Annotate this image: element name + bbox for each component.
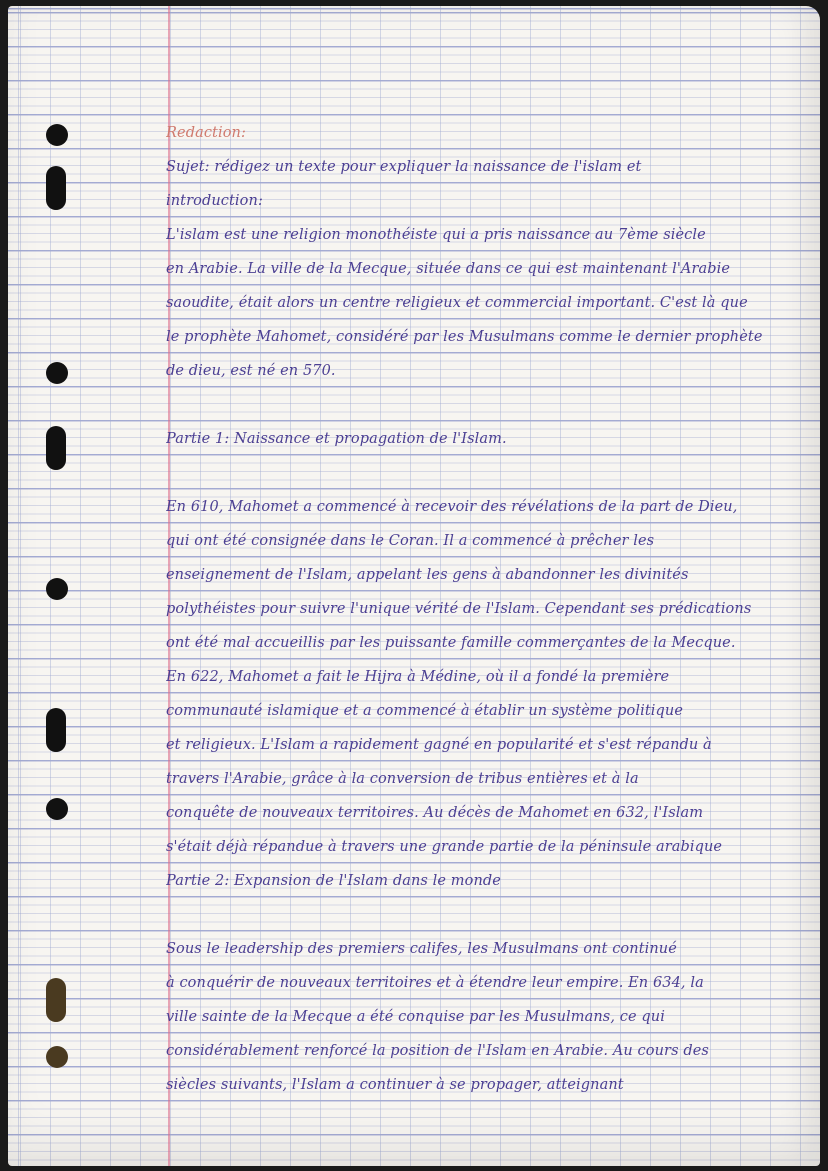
notebook-page xyxy=(8,6,820,1166)
part1-heading: Partie 1: Naissance et propagation de l'Islam. xyxy=(166,431,507,447)
handwritten-text xyxy=(166,116,816,1102)
binder-hole xyxy=(46,708,66,752)
part1-line: qui ont été consignée dans le Coran. Il a commencé à prêcher les xyxy=(166,533,655,549)
part2-line: considérablement renforcé la position de l'Islam en Arabie. Au cours des xyxy=(166,1043,709,1059)
blank-line xyxy=(166,456,816,490)
binder-hole xyxy=(46,798,68,820)
page-title: Redaction: xyxy=(166,125,246,141)
intro-line: le prophète Mahomet, considéré par les Musulmans comme le dernier prophète xyxy=(166,329,763,345)
binder-hole xyxy=(46,166,66,210)
part1-line: En 622, Mahomet a fait le Hijra à Médine, où il a fondé la première xyxy=(166,669,670,685)
part1-line: En 610, Mahomet a commencé à recevoir des révélations de la part de Dieu, xyxy=(166,499,738,515)
part2-line: siècles suivants, l'Islam a continuer à se propager, atteignant xyxy=(166,1077,624,1093)
part1-line: enseignement de l'Islam, appelant les gens à abandonner les divinités xyxy=(166,567,689,583)
binder-hole xyxy=(46,978,66,1022)
binder-hole xyxy=(46,1046,68,1068)
intro-line: L'islam est une religion monothéiste qui a pris naissance au 7ème siècle xyxy=(166,227,706,243)
intro-line: saoudite, était alors un centre religieux et commercial important. C'est là que xyxy=(166,295,748,311)
part1-line: s'était déjà répandue à travers une grande partie de la péninsule arabique xyxy=(166,839,723,855)
intro-line: de dieu, est né en 570. xyxy=(166,363,336,379)
intro-heading: introduction: xyxy=(166,193,263,209)
part1-line: polythéistes pour suivre l'unique vérité de l'Islam. Cependant ses prédications xyxy=(166,601,752,617)
part2-heading: Partie 2: Expansion de l'Islam dans le monde xyxy=(166,873,501,889)
binder-hole xyxy=(46,426,66,470)
part1-line: ont été mal accueillis par les puissante famille commerçantes de la Mecque. xyxy=(166,635,736,651)
part2-line: ville sainte de la Mecque a été conquise par les Musulmans, ce qui xyxy=(166,1009,665,1025)
part2-line: à conquérir de nouveaux territoires et à étendre leur empire. En 634, la xyxy=(166,975,704,991)
binder-hole xyxy=(46,578,68,600)
blank-line xyxy=(166,898,816,932)
part1-line: travers l'Arabie, grâce à la conversion de tribus entières et à la xyxy=(166,771,639,787)
blank-line xyxy=(166,388,816,422)
part2-line: Sous le leadership des premiers califes, les Musulmans ont continué xyxy=(166,941,677,957)
intro-line: en Arabie. La ville de la Mecque, située dans ce qui est maintenant l'Arabie xyxy=(166,261,731,277)
subject-line: Sujet: rédigez un texte pour expliquer la naissance de l'islam et xyxy=(166,159,642,175)
part1-line: communauté islamique et a commencé à établir un système politique xyxy=(166,703,684,719)
part1-line: conquête de nouveaux territoires. Au décès de Mahomet en 632, l'Islam xyxy=(166,805,704,821)
binder-hole xyxy=(46,124,68,146)
part1-line: et religieux. L'Islam a rapidement gagné en popularité et s'est répandu à xyxy=(166,737,712,753)
binder-hole xyxy=(46,362,68,384)
